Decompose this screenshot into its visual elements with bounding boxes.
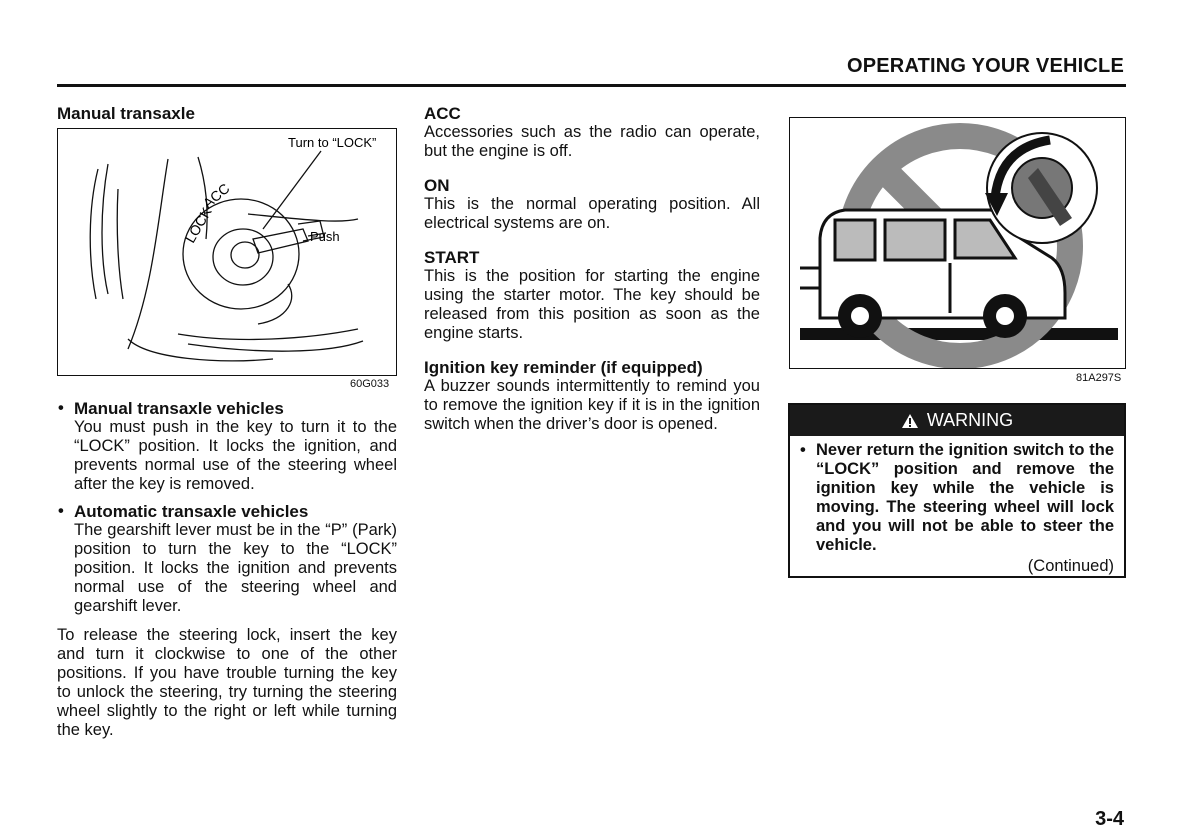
acc-heading: ACC — [424, 104, 461, 123]
start-heading: START — [424, 248, 480, 267]
warning-header — [790, 405, 1124, 436]
bullet-automatic-transaxle — [57, 502, 397, 616]
bullet-title: Automatic transaxle vehicles — [74, 502, 309, 521]
on-heading: ON — [424, 176, 450, 195]
bullet-text: You must push in the key to turn it to the “LOCK” position. It locks the ignition, and prevents normal use of the steering wheel after the key is removed. — [74, 418, 397, 493]
ignition-switch-figure — [57, 128, 397, 376]
manual-transaxle-heading: Manual transaxle — [57, 104, 195, 123]
acc-position-label: ACC — [199, 180, 233, 212]
bullet-text: The gearshift lever must be in the “P” (Park) position to turn the key to the “LOCK” position. It locks the ignition and prevents normal use of the steering wheel and gearshift lever. — [74, 521, 397, 615]
warning-body — [790, 436, 1124, 576]
push-label: Push — [310, 229, 340, 244]
acc-block — [424, 104, 760, 161]
prohibited-vehicle-illustration — [790, 118, 1125, 368]
warning-title: WARNING — [926, 410, 1014, 430]
bullet-title: Manual transaxle vehicles — [74, 399, 284, 418]
warning-text: Never return the ignition switch to the “LOCK” position and remove the ignition key while the vehicle is moving. The steering wheel will lock and you will not be able to steer the vehicle. — [816, 441, 1114, 554]
on-text: This is the normal operating position. All electrical systems are on. — [424, 195, 760, 232]
figure-caption-60g033: 60G033 — [350, 378, 390, 390]
bullet-manual-transaxle — [57, 399, 397, 494]
continued-label: (Continued) — [1027, 557, 1114, 575]
transaxle-bullets — [57, 399, 397, 624]
bullet-dot: • — [58, 502, 64, 520]
start-text: This is the position for starting the engine using the starter motor. The key should be released from this position as soon as the engine starts. — [424, 267, 760, 342]
lock-position-label: LOCK — [181, 204, 215, 246]
acc-text: Accessories such as the radio can operate, but the engine is off. — [424, 123, 760, 160]
page-number: 3-4 — [1095, 808, 1124, 830]
on-block — [424, 176, 760, 233]
warning-box — [788, 403, 1126, 578]
ignition-switch-illustration — [58, 129, 396, 375]
section-title: OPERATING YOUR VEHICLE — [846, 55, 1124, 77]
bullet-dot: • — [800, 441, 806, 459]
key-reminder-heading: Ignition key reminder (if equipped) — [424, 358, 703, 377]
front-hub — [851, 307, 869, 325]
release-steering-lock-text: To release the steering lock, insert the key and turn it clockwise to one of the other positions. If you have trouble turning the key to unlock the steering, try turning the steering wheel slightly to the right or left while turning the key. — [57, 626, 397, 739]
bullet-dot: • — [58, 399, 64, 417]
do-not-lock-while-moving-figure — [789, 117, 1126, 369]
rear-hub — [996, 307, 1014, 325]
figure-caption-81a297s: 81A297S — [1076, 372, 1122, 384]
header-rule — [57, 84, 1126, 87]
key-reminder-text: A buzzer sounds intermittently to remind you to remove the ignition key if it is in the ignition switch when the driver’s door is opened. — [424, 377, 760, 433]
warning-triangle-icon — [901, 413, 919, 429]
key-reminder-block — [424, 358, 760, 434]
warning-item — [800, 441, 1114, 555]
start-block — [424, 248, 760, 343]
turn-to-lock-label: Turn to “LOCK” — [288, 135, 377, 150]
key-positions-column — [424, 104, 760, 449]
